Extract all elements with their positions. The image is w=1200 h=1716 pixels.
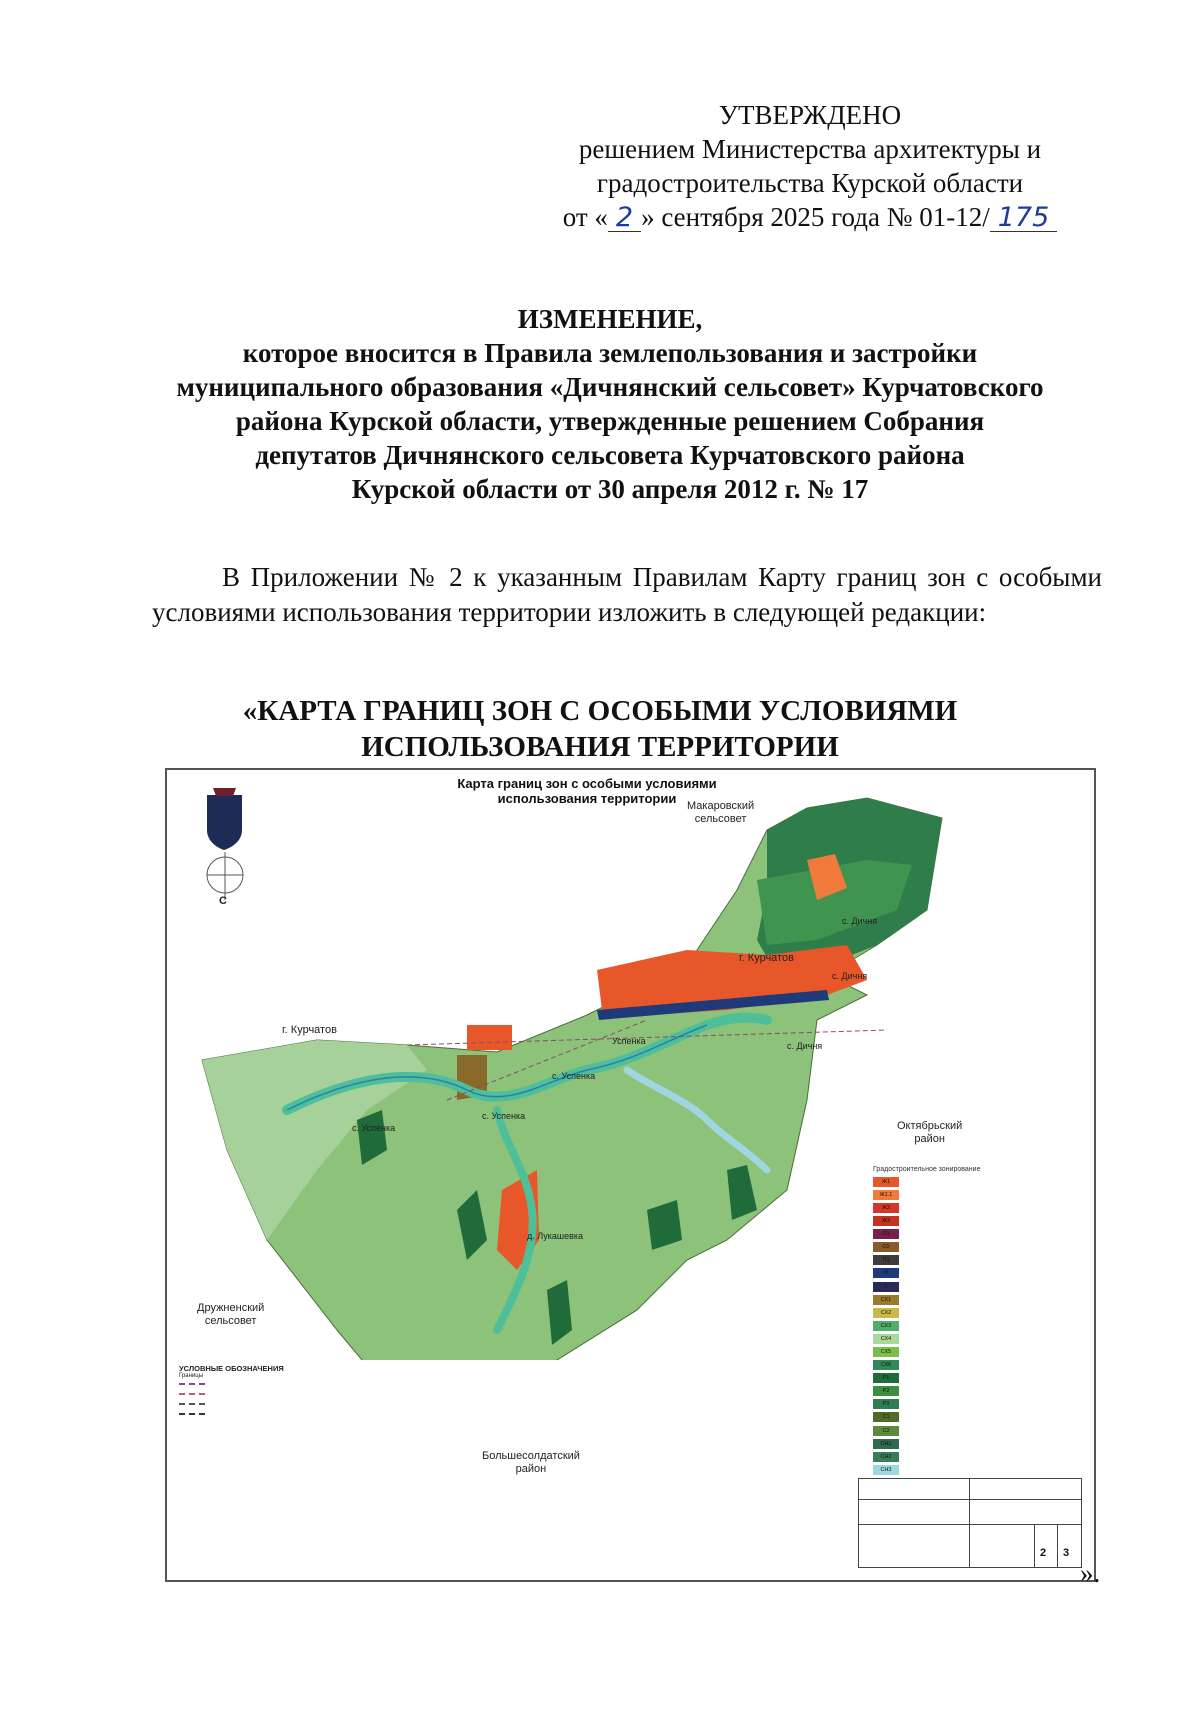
legend-zoning-swatch: СХ5 (873, 1347, 899, 1357)
legend-zoning-row (873, 1320, 1081, 1332)
legend-zoning-swatch: СХ6 (873, 1360, 899, 1370)
heading-line-4: депутатов Дичнянского сельсовета Курчатовского района (255, 440, 965, 470)
label-uspenka-4: с. Успенка (352, 1123, 396, 1133)
legend-zoning-row (873, 1346, 1081, 1358)
heading-line-3: района Курской области, утвержденные решением Собрания (235, 406, 985, 436)
legend-zoning-swatch: СХ3 (873, 1321, 899, 1331)
approval-line-2: решением Министерства архитектуры и (578, 134, 1042, 164)
heading-line-1: которое вносится в Правила землепользования и застройки (242, 338, 978, 368)
legend-zoning-rows (873, 1176, 1081, 1476)
legend-zoning-row (873, 1386, 1081, 1398)
legend-zoning-swatch: СХ1 (873, 1295, 899, 1305)
legend-zoning-row (873, 1281, 1081, 1293)
label-dichnya-3: с. Дичня (787, 1041, 823, 1051)
legend-zoning-swatch: Р2 (873, 1386, 899, 1396)
document-heading (130, 302, 1090, 506)
date-prefix: от « (562, 202, 608, 232)
zoning-map (165, 768, 1096, 1582)
legend-boundaries-title: УСЛОВНЫЕ ОБОЗНАЧЕНИЯ (179, 1364, 284, 1373)
legend-zoning-title: Градостроительное зонирование (873, 1166, 981, 1173)
label-oktyabrsky: Октябрьский район (897, 1120, 963, 1145)
map-heading-line-2: ИСПОЛЬЗОВАНИЯ ТЕРРИТОРИИ (361, 731, 839, 763)
paragraph-text: В Приложении № 2 к указанным Правилам Карту границ зон с особыми условиями использования территории изложить в следующей редакции: (152, 562, 1102, 627)
legend-zoning-swatch: Ж1.1 (873, 1190, 899, 1200)
legend-zoning-swatch: С1 (873, 1412, 899, 1422)
legend-bottom-center-background (607, 1480, 867, 1575)
legend-zoning-row (873, 1464, 1081, 1476)
legend-zoning-swatch: СХ2 (873, 1308, 899, 1318)
legend-zoning-row (873, 1359, 1081, 1371)
label-druzhnensky: Дружненский сельсовет (197, 1302, 265, 1327)
legend-zoning (873, 1166, 1081, 1477)
label-makarovsky: Макаровский сельсовет (687, 800, 755, 825)
legend-zoning-swatch: Ж1 (873, 1177, 899, 1187)
north-label: С (219, 895, 227, 907)
label-dichnya-2: с. Дичня (832, 971, 868, 981)
legend-zoning-row (873, 1412, 1081, 1424)
legend-zoning-row (873, 1228, 1081, 1240)
legend-boundaries (179, 1364, 349, 1419)
legend-zoning-swatch: П1 (873, 1255, 899, 1265)
legend-boundaries-sub: Границы (179, 1373, 203, 1379)
body-paragraph (152, 560, 1102, 630)
legend-zoning-row (873, 1241, 1081, 1253)
legend-line-sample (179, 1383, 205, 1385)
legend-zoning-row (873, 1425, 1081, 1437)
map-inner-title-2: использования территории (497, 791, 677, 806)
heading-line-2: муниципального образования «Дичнянский сельсовет» Курчатовского (176, 372, 1044, 402)
legend-zoning-swatch: СН1 (873, 1439, 899, 1449)
legend-line-row (179, 1409, 349, 1419)
legend-zoning-row (873, 1255, 1081, 1267)
legend-zoning-row (873, 1307, 1081, 1319)
legend-zoning-swatch: Ж2 (873, 1203, 899, 1213)
date-middle: » сентября 2025 года № 01-12/ (641, 202, 990, 232)
zone-residential-uspenka (467, 1025, 512, 1050)
legend-zoning-swatch: О2 (873, 1242, 899, 1252)
legend-line-row (179, 1399, 349, 1409)
legend-zoning-row (873, 1438, 1081, 1450)
map-heading-line-1: «КАРТА ГРАНИЦ ЗОН С ОСОБЫМИ УСЛОВИЯМИ (242, 695, 958, 727)
label-lukashevka: д. Лукашевка (527, 1231, 584, 1241)
north-arrow-icon (207, 852, 243, 900)
legend-zoning-swatch: СН3 (873, 1465, 899, 1475)
legend-zoning-row (873, 1176, 1081, 1188)
label-uspenka-3: с. Успенка (482, 1111, 526, 1121)
legend-zoning-swatch: Т (873, 1282, 899, 1292)
label-kurchatov-left: г. Курчатов (282, 1024, 337, 1036)
legend-zoning-row (873, 1215, 1081, 1227)
legend-zoning-row (873, 1268, 1081, 1280)
legend-zoning-row (873, 1399, 1081, 1411)
legend-zoning-row (873, 1189, 1081, 1201)
legend-zoning-row (873, 1294, 1081, 1306)
legend-zoning-row (873, 1333, 1081, 1345)
handwritten-doc-number: 175 (990, 205, 1058, 232)
legend-line-row (179, 1389, 349, 1399)
legend-zoning-swatch: Р1 (873, 1373, 899, 1383)
legend-zoning-swatch: И (873, 1268, 899, 1278)
legend-zoning-swatch: С2 (873, 1426, 899, 1436)
handwritten-day: 2 (608, 205, 641, 232)
legend-zoning-swatch: Р3 (873, 1399, 899, 1409)
heading-line-5: Курской области от 30 апреля 2012 г. № 17 (351, 474, 869, 504)
legend-zoning-row (873, 1372, 1081, 1384)
sheet-number: 2 (1040, 1547, 1047, 1559)
legend-zoning-swatch: СН2 (873, 1452, 899, 1462)
legend-zoning-row (873, 1202, 1081, 1214)
label-uspenka-2: с. Успенка (552, 1071, 596, 1081)
closing-quote: ». (1080, 1558, 1101, 1588)
coat-of-arms-icon (207, 788, 242, 850)
approval-block (500, 98, 1120, 234)
label-dichnya-1: с. Дичня (842, 916, 878, 926)
map-heading (150, 693, 1050, 765)
legend-line-row (179, 1379, 349, 1389)
map-inner-title-1: Карта границ зон с особыми условиями (457, 776, 717, 791)
label-uspenka-1: Успенка (612, 1036, 646, 1046)
approval-line-3: градостроительства Курской области (596, 168, 1024, 198)
legend-zoning-swatch: О1 (873, 1229, 899, 1239)
legend-zoning-swatch: СХ4 (873, 1334, 899, 1344)
legend-line-sample (179, 1403, 205, 1405)
label-bolshesoldatsky: Большесолдатский район (482, 1450, 580, 1475)
approval-title: УТВЕРЖДЕНО (718, 100, 902, 130)
legend-zoning-swatch: Ж3 (873, 1216, 899, 1226)
title-block-stamp (858, 1478, 1082, 1568)
sheet-count: 3 (1063, 1547, 1070, 1559)
label-kurchatov-top: г. Курчатов (739, 952, 794, 964)
heading-title: ИЗМЕНЕНИЕ, (517, 304, 703, 334)
approval-date-line (500, 200, 1120, 234)
legend-line-sample (179, 1413, 205, 1415)
legend-line-sample (179, 1393, 205, 1395)
legend-zoning-row (873, 1451, 1081, 1463)
